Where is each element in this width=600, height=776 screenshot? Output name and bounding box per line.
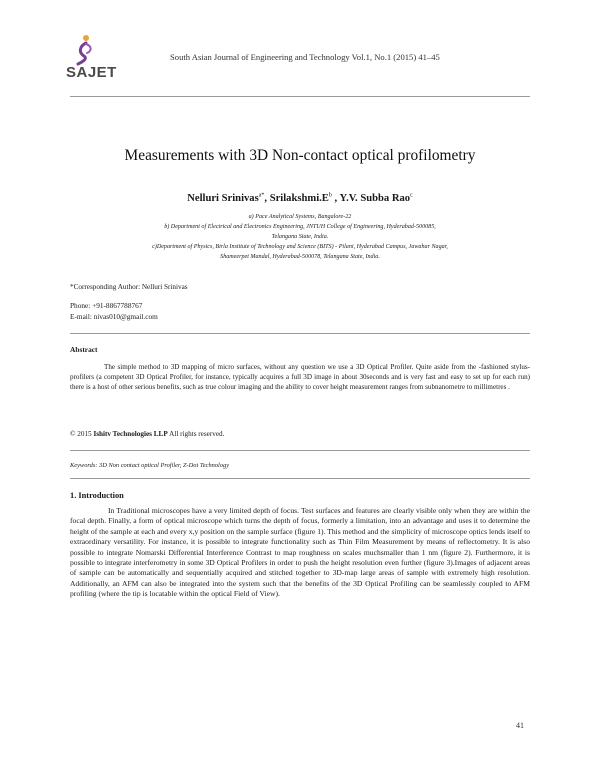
logo-text: SAJET: [66, 64, 117, 81]
abstract-body: [70, 362, 530, 393]
keywords-top-divider: [70, 450, 530, 451]
abstract-top-divider: [70, 333, 530, 334]
logo-head-icon: [83, 35, 89, 41]
author-name: Nelluri Srinivas: [187, 193, 259, 204]
intro-text: In Traditional microscopes have a very limited depth of focus. Test surfaces and features are clearly visible only when they are within the focal depth. Finally, a form of optical microscope which turns the depth of focus, formerly a limitation, into an advantage and uses it to determine the height of the sample at each and every x,y position on the sample surface (figure 1). This method and the simplicity of microscope optics lends itself to extraordinary versatility. For instance, it is possible to integrate functionality such as Thin Film Measurement by means of reflectometry. It is also possible to integrate Nomarski Differential Interference Contrast to map roughness on scales muchsmaller than 1 nm (figure 2). Furthermore, it is possible to integrate interferometry in some 3D Optical Profilers in order to push the height resolution even further (figure 3).Images of adjacent areas of sample can be automatically and sequentially acquired and stitched together to 3D-map large areas of sample with extremely high resolution. Additionally, an AFM can also be integrated into the system such that the benefits of the 3D Optical Profiling can be seamlessly coupled to AFM profiling (where the tip is locatable within the optical Field of View).: [70, 506, 530, 599]
keywords-bottom-divider: [70, 478, 530, 479]
logo-figure-icon: [72, 34, 102, 66]
author-separator: ,: [331, 193, 340, 204]
affiliation-line: Shameerpet Mandal, Hyderabad-500078, Telangana State, India.: [220, 254, 380, 260]
author-affil-mark: b: [328, 192, 332, 199]
affiliation-line: a) Pace Analytical Systems, Bangalore-22: [248, 214, 352, 220]
logo-arm-icon: [86, 44, 91, 53]
journal-citation: South Asian Journal of Engineering and Technology Vol.1, No.1 (2015) 41–45: [170, 52, 440, 62]
affiliation-line: b) Department of Electrical and Electronics Engineering, JNTUH College of Engineering, Hyderabad-500085,: [164, 224, 436, 230]
copyright-suffix: All rights reserved.: [167, 430, 225, 438]
affiliation-line: Telangana State, India.: [271, 234, 329, 240]
copyright-prefix: © 2015: [70, 430, 94, 438]
keywords: Keywords: 3D Non contact optical Profiler, Z-Dot Technology: [70, 462, 230, 469]
contact-info: [70, 301, 158, 322]
copyright-line: [70, 430, 224, 438]
author-list: [0, 193, 600, 204]
logo-body-icon: [78, 43, 86, 64]
journal-logo: [64, 34, 126, 84]
header-divider: [70, 96, 530, 97]
corresponding-author: *Corresponding Author: Nelluri Srinivas: [70, 283, 188, 291]
abstract-text: The simple method to 3D mapping of micro surfaces, without any question we use a 3D Optical Profiler. Quite aside from the -fashioned stylus-profilers (a competent 3D Optical Profiler, for instance, typically acquires a full 3D image in about 30seconds and is very fast and easy to set up for each run) there is a host of other serious benefits, such as true colour imaging and the ability to cover height measurement ranges from subnanometre to millimetres .: [70, 363, 530, 392]
phone-number: Phone: +91-8867788767: [70, 301, 143, 310]
copyright-holder: Ishitv Technologies LLP: [93, 430, 168, 438]
page-number: 41: [516, 721, 524, 730]
section-heading: 1. Introduction: [70, 491, 124, 500]
author-affil-mark: c: [410, 192, 413, 199]
author-affil-mark: a*: [258, 192, 265, 199]
author-name: Srilakshmi.E: [269, 193, 329, 204]
paper-title: Measurements with 3D Non-contact optical profilometry: [124, 147, 476, 164]
author-name: Y.V. Subba Rao: [339, 193, 411, 204]
email-address: E-mail: nivas010@gmail.com: [70, 311, 158, 321]
affiliations: [60, 212, 540, 262]
abstract-heading: Abstract: [70, 345, 98, 354]
affiliation-line: c)Department of Physics, Birla Institute of Technology and Science (BITS) - Pilani, Hyderabad Campus, Jawahar Nagar,: [152, 244, 448, 250]
intro-body: [70, 506, 530, 600]
author-separator: ,: [264, 193, 270, 204]
